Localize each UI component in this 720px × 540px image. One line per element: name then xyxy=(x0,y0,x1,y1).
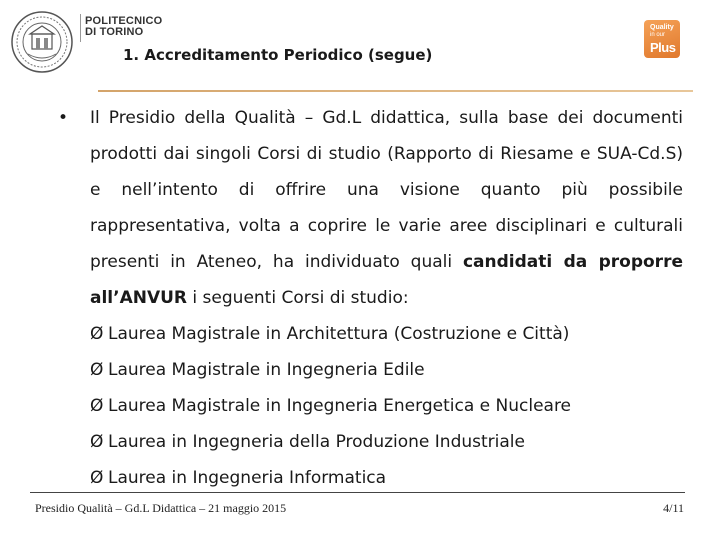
header-divider xyxy=(80,14,81,42)
main-paragraph xyxy=(58,100,683,316)
arrow-bullet-icon: Ø xyxy=(90,432,104,452)
arrow-bullet-icon: Ø xyxy=(90,468,104,488)
arrow-bullet-icon: Ø xyxy=(90,396,104,416)
arrow-bullet-icon: Ø xyxy=(90,324,104,344)
badge-line1: Quality xyxy=(650,24,674,31)
course-item xyxy=(58,388,683,424)
badge-line3: Plus xyxy=(650,40,676,55)
paragraph-emphasis-anvur: all’ANVUR xyxy=(90,288,188,308)
slide-title: 1. Accreditamento Periodico (segue) xyxy=(123,46,433,64)
header-rule xyxy=(98,90,693,92)
course-item xyxy=(58,424,683,460)
course-label: Laurea Magistrale in Architettura (Costruzione e Città) xyxy=(108,324,570,344)
paragraph-lead: Il Presidio della Qualità – Gd.L didattica, sulla base dei documenti prodotti dai singoli Corsi di studio (Rapporto di Riesame e SUA-Cd.S) e nell’intento di offrire una visione quanto più possibile rappresentativa, volta a coprire le varie aree disciplinari e culturali presenti in Ateneo, ha individuato quali xyxy=(90,108,683,272)
quality-plus-logo xyxy=(644,20,680,58)
arrow-bullet-icon: Ø xyxy=(90,360,104,380)
university-name xyxy=(85,16,162,38)
footer-rule xyxy=(30,492,685,493)
badge-line2: in our xyxy=(650,32,666,38)
course-label: Laurea Magistrale in Ingegneria Edile xyxy=(108,360,425,380)
course-item xyxy=(58,316,683,352)
course-label: Laurea in Ingegneria Informatica xyxy=(108,468,387,488)
politecnico-seal-logo xyxy=(10,10,74,74)
footer-text: Presidio Qualità – Gd.L Didattica – 21 maggio 2015 xyxy=(35,501,287,515)
university-name-line2: DI TORINO xyxy=(85,26,144,38)
bullet-icon: • xyxy=(58,108,69,128)
course-item xyxy=(58,460,683,496)
page-number: 4/11 xyxy=(663,501,684,515)
course-item xyxy=(58,352,683,388)
paragraph-tail: i seguenti Corsi di studio: xyxy=(187,288,409,308)
paragraph-emphasis-candidates: candidati da proporre xyxy=(462,252,683,272)
course-label: Laurea in Ingegneria della Produzione Industriale xyxy=(108,432,525,452)
university-name-line1: POLITECNICO xyxy=(85,15,163,27)
slide-content xyxy=(58,100,683,496)
course-label: Laurea Magistrale in Ingegneria Energetica e Nucleare xyxy=(108,396,572,416)
